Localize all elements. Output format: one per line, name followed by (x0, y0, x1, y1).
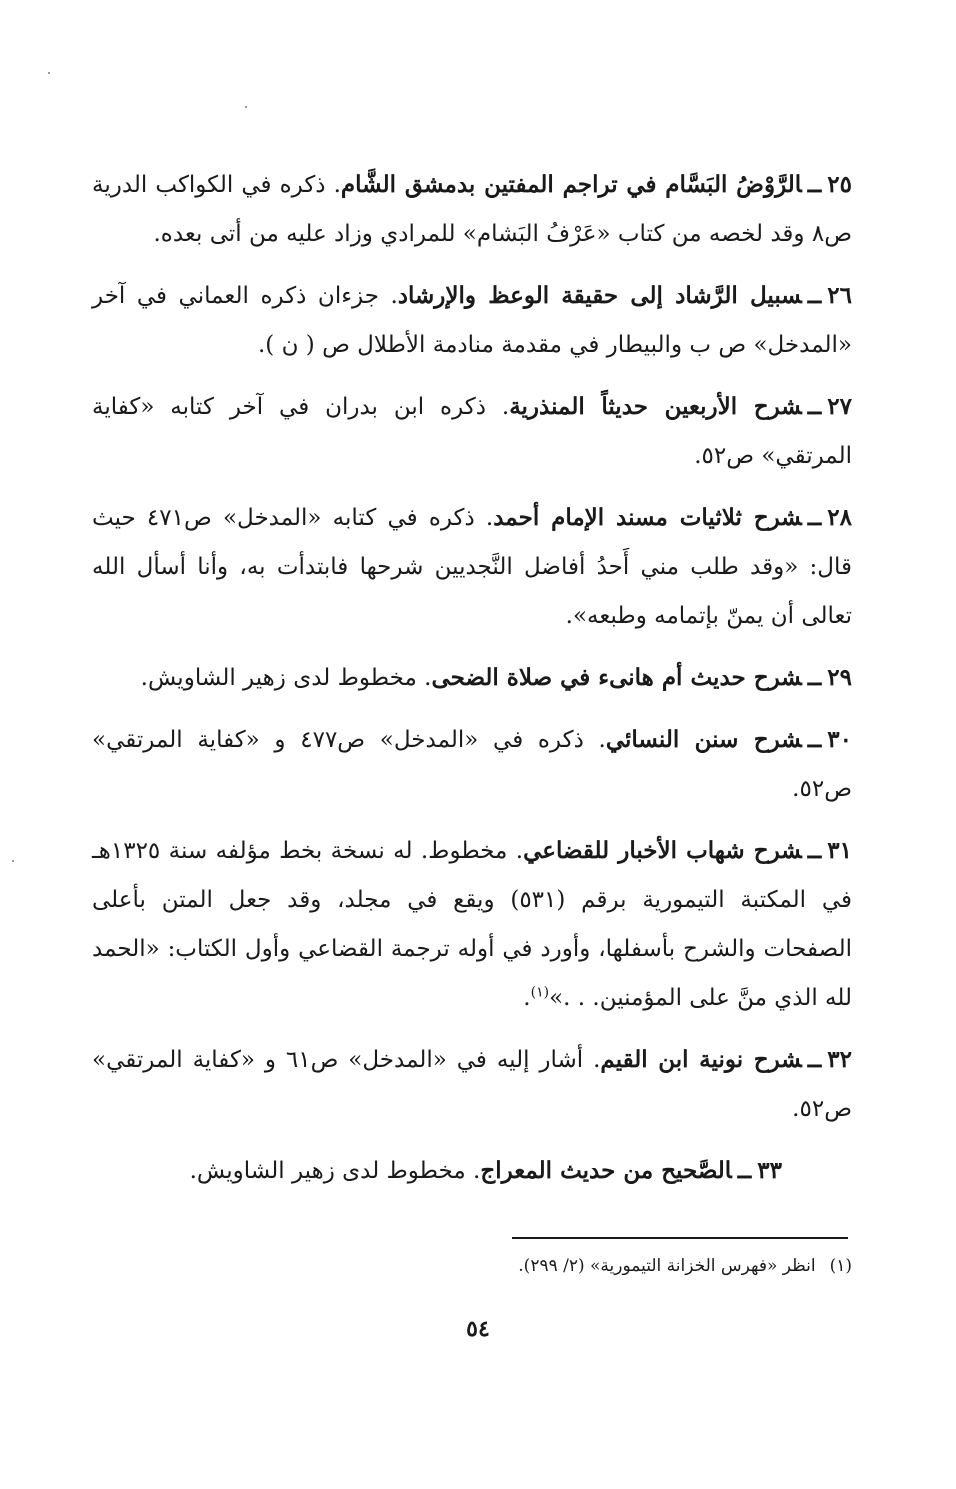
entry-33 (92, 1146, 852, 1196)
entry-text: . مخطوط لدى زهير الشاويش. (189, 1158, 481, 1184)
entry-title: شرح نونية ابن القيم (600, 1046, 802, 1073)
separator: ــ (807, 282, 822, 309)
entry-25 (92, 160, 852, 259)
entry-text: . ذكره ابن بدران في آخر كتابه «كفاية المرتقي» ص٥٢. (92, 394, 852, 469)
entry-text: . ذكره في الكواكب الدرية ص٨ وقد لخصه من كتاب «عَرْفُ البَشام» للمرادي وزاد عليه من أتى بعده. (92, 172, 852, 247)
entry-text-end: . (523, 985, 531, 1011)
entry-title: شرح سنن النسائي (605, 726, 802, 753)
entry-28 (92, 493, 852, 641)
entry-title: الرَّوْضُ البَسَّام في تراجم المفتين بدمشق الشَّام (340, 171, 802, 198)
entry-title: الصَّحيح من حديث المعراج (480, 1157, 732, 1184)
entry-title: شرح الأربعين حديثاً المنذرية (509, 393, 802, 420)
footnote-reference[interactable]: (١) (530, 984, 550, 1001)
entry-number: ٣١ (827, 837, 852, 864)
scan-speck (48, 72, 50, 74)
entry-29 (92, 653, 852, 703)
entry-title: سبيل الرَّشاد إلى حقيقة الوعظ والإرشاد (397, 282, 802, 309)
footnote (92, 1252, 852, 1280)
entry-32 (92, 1035, 852, 1134)
entry-number: ٢٦ (827, 282, 852, 309)
entry-number: ٢٧ (827, 393, 852, 420)
page-number: ٥٤ (466, 1316, 490, 1342)
entry-number: ٢٥ (827, 171, 852, 198)
entry-number: ٢٨ (827, 504, 852, 531)
separator: ــ (807, 1046, 822, 1073)
entry-number: ٣٢ (827, 1046, 852, 1073)
entry-text: . مخطوط لدى زهير الشاويش. (140, 665, 432, 691)
entry-31 (92, 826, 852, 1023)
entry-title: شرح حديث أم هانىء في صلاة الضحى (431, 664, 802, 691)
entry-text: . جزءان ذكره العماني في آخر «المدخل» ص ب والبيطار في مقدمة منادمة الأطلال ص ( ن ). (92, 283, 852, 358)
entry-number: ٣٠ (827, 726, 852, 753)
footnote-divider (512, 1237, 848, 1239)
main-text (92, 160, 852, 1208)
separator: ــ (807, 504, 822, 531)
entry-26 (92, 271, 852, 370)
footnote-text: انظر «فهرس الخزانة التيمورية» (٢/ ٢٩٩). (518, 1256, 816, 1276)
separator: ــ (807, 837, 822, 864)
separator: ــ (807, 171, 822, 198)
entry-number: ٣٣ (757, 1157, 782, 1184)
entry-text: . ذكره في كتابه «المدخل» ص٤٧١ حيث قال: «وقد طلب مني أَحدُ أفاضل النَّجديين شرحها فابتدأت به، وأنا أسأل الله تعالى أن يمنّ بإتمامه وطبعه». (92, 505, 852, 629)
scan-speck (245, 106, 247, 108)
separator: ــ (807, 726, 822, 753)
separator: ــ (807, 393, 822, 420)
entry-27 (92, 382, 852, 481)
entry-text: . ذكره في «المدخل» ص٤٧٧ و «كفاية المرتقي» ص٥٢. (92, 727, 852, 802)
footnote-number: (١) (829, 1256, 852, 1276)
entry-30 (92, 715, 852, 814)
entry-number: ٢٩ (827, 664, 852, 691)
scan-speck (12, 860, 14, 862)
entry-text: . مخطوط. له نسخة بخط مؤلفه سنة ١٣٢٥هـ في المكتبة التيمورية برقم (٥٣١) ويقع في مجلد، وقد جعل المتن بأعلى الصفحات والشرح بأسفلها، وأورد في أوله ترجمة القضاعي وأول الكتاب: «الحمد لله الذي منَّ على المؤمنين. . .» (92, 838, 852, 1011)
entry-title: شرح شهاب الأخبار للقضاعي (523, 837, 802, 864)
separator: ــ (807, 664, 822, 691)
entry-text: . أشار إليه في «المدخل» ص٦١ و «كفاية المرتقي» ص٥٢. (92, 1047, 852, 1122)
separator: ــ (737, 1157, 752, 1184)
entry-title: شرح ثلاثيات مسند الإمام أحمد (493, 504, 802, 531)
